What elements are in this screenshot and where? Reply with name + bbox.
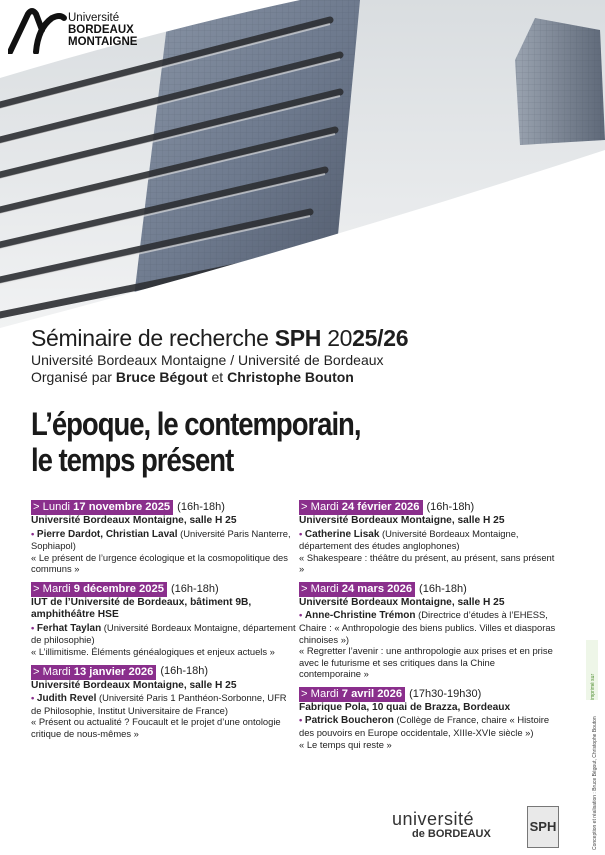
organizer-1: Bruce Bégout	[115, 369, 208, 385]
organized-and: et	[211, 369, 224, 385]
organizers	[31, 369, 591, 386]
event-date: 24 février 2026	[341, 501, 420, 513]
event-day: Mardi	[310, 582, 339, 595]
event-item	[31, 665, 297, 740]
event-time: (16h-18h)	[426, 500, 475, 513]
event-item	[31, 582, 297, 658]
event-talk-title: « Le présent de l’urgence écologique et la cosmopolitique des communs »	[31, 551, 288, 575]
event-speaker-row	[299, 609, 559, 645]
seminar-heading	[31, 324, 591, 386]
event-time: (16h-18h)	[170, 582, 219, 595]
event-talk-title: « Le temps qui reste »	[299, 738, 392, 750]
event-time: (16h-18h)	[160, 665, 209, 678]
series-prefix: Séminaire de recherche	[31, 325, 269, 351]
event-date-row	[31, 500, 297, 515]
side-credit-text: Conception et réalisation : Bruce Bégout, Christophe Bouton	[592, 716, 598, 850]
event-time: (16h-18h)	[419, 582, 467, 595]
date-marker: >	[33, 665, 40, 678]
event-date: 7 avril 2026	[341, 687, 403, 700]
ub-logo-line2: de BORDEAUX	[412, 828, 491, 840]
date-badge	[299, 500, 423, 515]
event-speaker-row	[299, 528, 559, 552]
event-venue: Université Bordeaux Montaigne, salle H 25	[31, 679, 237, 691]
date-marker: >	[301, 501, 308, 513]
side-credit	[586, 716, 600, 850]
event-item	[299, 687, 559, 750]
event-talk-title: « Présent ou actualité ? Foucault et le projet d’une ontologie critique de nous-mêmes »	[31, 716, 281, 739]
event-day: Lundi	[42, 501, 71, 513]
event-date-row	[299, 582, 559, 597]
logo-line1: Université	[68, 12, 120, 24]
series-acronym: SPH	[274, 325, 322, 351]
bullet-icon: •	[299, 609, 303, 621]
title-line2: le temps présent	[31, 442, 234, 478]
date-badge	[299, 582, 415, 597]
organized-prefix: Organisé par	[31, 369, 112, 385]
event-affiliation: (Directrice d’études à l’EHESS, Chaire : « Anthropologie des biens publics. Villes et diasporas chinoises »)	[299, 609, 556, 645]
event-venue: IUT de l’Université de Bordeaux, bâtiment 9B, amphithéâtre HSE	[31, 596, 252, 621]
event-date-row	[299, 500, 559, 515]
event-speaker-row	[31, 528, 297, 552]
events-left-column	[31, 500, 297, 747]
event-speaker: Catherine Lisak	[304, 528, 380, 540]
event-speaker: Ferhat Taylan	[36, 622, 102, 634]
logo-line2: BORDEAUX	[68, 24, 134, 36]
date-marker: >	[301, 582, 308, 595]
event-speaker-row	[31, 622, 297, 646]
event-affiliation: (Université Paris 1 Panthéon-Sorbonne, UFR de Philosophie, Institut Universitaire de France)	[31, 692, 287, 716]
event-day: Mardi	[42, 582, 71, 595]
event-speaker: Pierre Dardot, Christian Laval	[36, 528, 178, 540]
event-date: 24 mars 2026	[341, 582, 413, 595]
bullet-icon: •	[299, 527, 303, 539]
event-date-row	[31, 665, 297, 680]
year-bold: 25/26	[352, 325, 409, 351]
main-title	[31, 406, 360, 478]
event-venue: Université Bordeaux Montaigne, salle H 25	[299, 596, 505, 608]
date-marker: >	[33, 582, 40, 595]
ubm-monogram-icon	[8, 8, 68, 54]
series-title	[31, 324, 591, 352]
event-item	[31, 500, 297, 575]
event-talk-title: « Regretter l’avenir : une anthropologie aux prises et en prise avec le futurisme et ses critiques dans la Chine contemporaine »	[299, 645, 553, 680]
logo-line3: MONTAIGNE	[68, 36, 138, 48]
event-item	[299, 582, 559, 680]
date-badge	[31, 500, 173, 515]
print-badge-text: imprimé sur	[590, 673, 596, 700]
event-venue: Université Bordeaux Montaigne, salle H 25	[299, 515, 505, 526]
date-badge	[299, 687, 405, 702]
event-date-row	[299, 687, 559, 702]
universite-de-bordeaux-logo	[392, 810, 502, 846]
date-marker: >	[301, 687, 308, 700]
date-badge	[31, 665, 156, 680]
event-day: Mardi	[42, 665, 71, 678]
event-time: (16h-18h)	[177, 500, 225, 513]
event-time: (17h30-19h30)	[409, 687, 482, 700]
date-badge	[31, 582, 167, 597]
event-speaker-row	[299, 714, 559, 738]
event-date: 13 janvier 2026	[73, 665, 154, 678]
event-affiliation: (Université Bordeaux Montaigne, département de philosophie)	[31, 621, 296, 646]
sph-logo: SPH	[527, 806, 559, 848]
event-date: 17 novembre 2025	[73, 501, 171, 513]
event-date: 9 décembre 2025	[73, 582, 164, 595]
event-speaker: Judith Revel	[36, 693, 97, 705]
event-speaker: Patrick Boucheron	[304, 715, 394, 727]
print-badge	[586, 640, 598, 700]
event-day: Mardi	[310, 687, 339, 700]
event-venue: Université Bordeaux Montaigne, salle H 25	[31, 515, 237, 526]
university-logo-text	[68, 12, 137, 48]
event-date-row	[31, 582, 297, 597]
event-speaker-row	[31, 692, 297, 716]
title-line1: L’époque, le contemporain,	[31, 406, 361, 442]
bullet-icon: •	[31, 527, 35, 539]
date-marker: >	[33, 501, 40, 513]
event-day: Mardi	[310, 501, 339, 513]
event-talk-title: « Shakespeare : théâtre du présent, au présent, sans présent »	[299, 551, 555, 575]
institutions: Université Bordeaux Montaigne / Université de Bordeaux	[31, 352, 384, 368]
bullet-icon: •	[299, 714, 303, 726]
bullet-icon: •	[31, 621, 35, 633]
year-light: 20	[327, 325, 353, 351]
event-speaker: Anne-Christine Trémon	[304, 610, 416, 622]
event-talk-title: « L’illimitisme. Éléments généalogiques et enjeux actuels »	[31, 646, 275, 658]
event-venue: Fabrique Pola, 10 quai de Brazza, Bordeaux	[299, 701, 511, 713]
event-affiliation: (Université Bordeaux Montaigne, département des études anglophones)	[299, 527, 519, 552]
bullet-icon: •	[31, 692, 35, 704]
event-item	[299, 500, 559, 575]
event-affiliation: (Collège de France, chaire « Histoire des pouvoirs en Europe occidentale, XIIIe-XVIe siècle »)	[299, 714, 550, 739]
event-affiliation: (Université Paris Nanterre, Sophiapol)	[31, 527, 291, 552]
organizer-2: Christophe Bouton	[227, 369, 354, 385]
ub-logo-line1: université	[392, 809, 475, 829]
events-right-column	[299, 500, 559, 757]
